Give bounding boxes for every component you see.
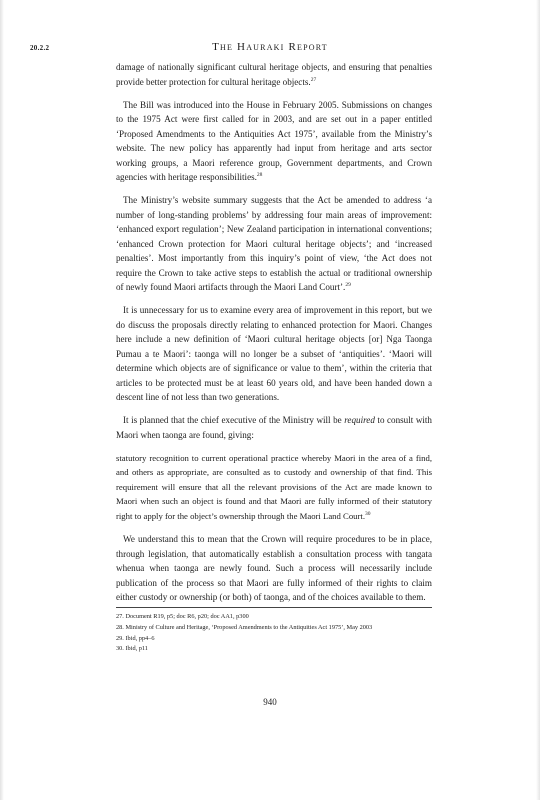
scan-edge-right bbox=[536, 0, 540, 800]
continued-paragraph bbox=[116, 60, 432, 89]
footnotes bbox=[116, 612, 446, 655]
footnote-ref-30: 30 bbox=[365, 510, 371, 517]
paragraph-bill-introduced bbox=[116, 98, 432, 185]
footnote-30: 30. Ibid, p11 bbox=[116, 645, 148, 653]
body-text bbox=[116, 60, 432, 613]
footnote-27: 27. Document R19, p5; doc R6, p20; doc AA1, p300 bbox=[116, 613, 249, 620]
running-head: The Hauraki Report bbox=[212, 41, 328, 53]
section-number: 20.2.2 bbox=[30, 44, 50, 52]
paragraph-understanding bbox=[116, 532, 432, 605]
paragraph-consultation-plan bbox=[116, 413, 432, 442]
paragraph-bill-introduced-text: The Bill was introduced into the House in February 2005. Submissions on changes to the 1975 Act were first called for in 2003, and are set out in a paper entitled ‘Proposed Amendments to the Antiquities Act 1975’, available from the Ministry’s website. The new policy has apparently had input from heritage and arts sector working groups, a Maori reference group, Government departments, and Crown agencies with heritage responsibilities. bbox=[116, 99, 432, 183]
page-number: 940 bbox=[263, 697, 277, 707]
footnote-ref-28: 28 bbox=[256, 172, 263, 179]
paragraph-consultation-plan-text-b: to consult with Maori when taonga are found, giving: bbox=[116, 415, 432, 440]
footnote-ref-29: 29 bbox=[345, 282, 351, 289]
paragraph-website-summary-text: The Ministry’s website summary suggests that the Act be amended to address ‘a number of long-standing problems’ by addressing four main areas of improvement: ‘enhanced export regulation’; New Zealand participation in international conventions; ‘enhanced Crown protection for Maori cultural heritage objects’; and ‘increased penalties’. Most importantly from this inquiry’s point of view, ‘the Act does not require the Crown to take active steps to establish the actual or traditional ownership of newly found Maori artifacts through the Maori Land Court’. bbox=[116, 195, 432, 293]
footnote-ref-27: 27 bbox=[310, 76, 317, 83]
footnote-29: 29. Ibid, pp4–6 bbox=[116, 634, 155, 642]
scan-edge-left bbox=[0, 0, 4, 800]
paragraph-enhanced-protection bbox=[116, 303, 432, 405]
paragraph-understanding-text: We understand this to mean that the Crown will require procedures to be in place, through legislation, that automatically establish a consultation process with tangata whenua when taonga are newly found. Such a process will necessarily include publication of the process so that Maori are fully informed of their rights to claim either custody or ownership (or both) of taonga, and of the choices available to them. bbox=[116, 534, 432, 602]
footnote-28: 28. Ministry of Culture and Heritage, ‘Proposed Amendments to the Antiquities Act 1975’, May 2003 bbox=[116, 623, 373, 631]
paragraph-website-summary bbox=[116, 193, 432, 295]
block-quote-text: statutory recognition to current operational practice whereby Maori in the area of a find, and others as appropriate, are consulted as to custody and ownership of that find. This requirement will ensure that all the relevant provisions of the Act are made known to Maori when such an object is found and that Maori are fully informed of their statutory right to apply for the object’s ownership through the Maori Land Court. bbox=[116, 452, 432, 521]
footnote-divider bbox=[116, 607, 432, 608]
continued-paragraph-text: damage of nationally significant cultural heritage objects, and ensuring that penalties provide better protection for cultural heritage objects. bbox=[116, 62, 432, 87]
block-quote bbox=[116, 451, 432, 523]
paragraph-enhanced-protection-text: It is unnecessary for us to examine every area of improvement in this report, but we do discuss the proposals directly relating to enhanced protection for Maori. Changes here include a new definition of ‘Maori cultural heritage objects [or] Nga Taonga Pumau a te Maori’: taonga will no longer be a subset of ‘antiquities’. ‘Maori will determine which objects are of significance or value to them’, within the criteria that articles to be protected must be at least 60 years old, and have been handed down a descent line of not less than two generations. bbox=[116, 305, 432, 403]
emphasis-required: required bbox=[344, 415, 375, 426]
paragraph-consultation-plan-text-a: It is planned that the chief executive of the Ministry will be bbox=[123, 415, 345, 426]
